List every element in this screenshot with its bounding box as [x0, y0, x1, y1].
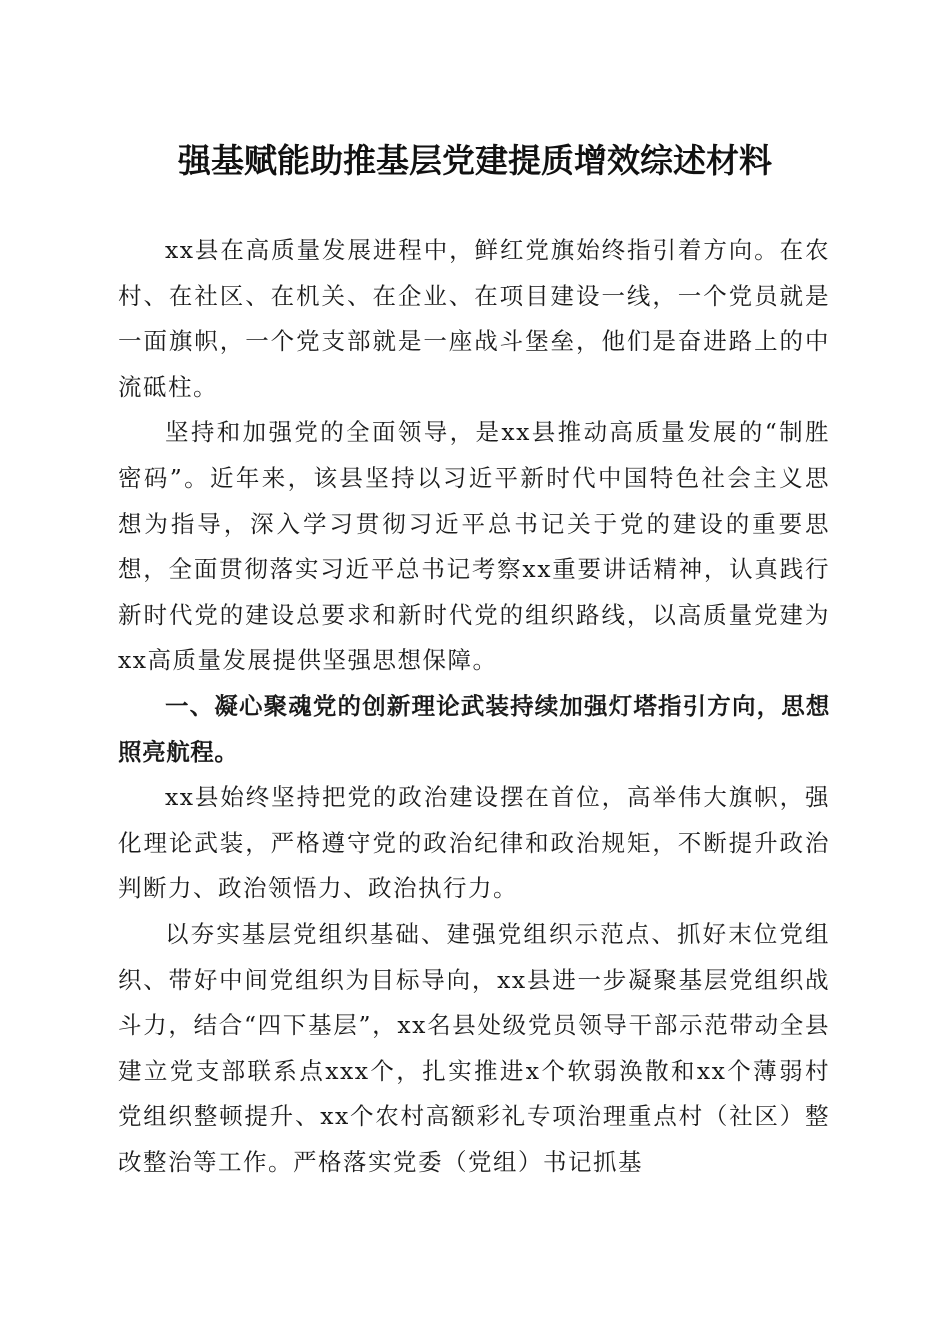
section-heading-1: 一、凝心聚魂党的创新理论武装持续加强灯塔指引方向，思想照亮航程。 [118, 691, 830, 766]
paragraph-leadership: 坚持和加强党的全面领导，是xx县推动高质量发展的“制胜密码”。近年来，该县坚持以习近平新时代中国特色社会主义思想为指导，深入学习贯彻习近平总书记关于党的建设的重要思想，全面贯彻落实习近平总书记考察xx重要讲话精神，认真践行新时代党的建设总要求和新时代党的组织路线，以高质量党建为xx高质量发展提供坚强思想保障。 [118, 418, 830, 675]
document-body [118, 228, 830, 1185]
paragraph-political-building: xx县始终坚持把党的政治建设摆在首位，高举伟大旗帜，强化理论武装，严格遵守党的政治纪律和政治规矩，不断提升政治判断力、政治领悟力、政治执行力。 [118, 783, 830, 903]
paragraph-intro: xx县在高质量发展进程中，鲜红党旗始终指引着方向。在农村、在社区、在机关、在企业、在项目建设一线，一个党员就是一面旗帜，一个党支部就是一座战斗堡垒，他们是奋进路上的中流砥柱。 [118, 236, 830, 401]
document-title: 强基赋能助推基层党建提质增效综述材料 [178, 141, 772, 180]
paragraph-grassroots-organization: 以夯实基层党组织基础、建强党组织示范点、抓好末位党组织、带好中间党组织为目标导向，xx县进一步凝聚基层党组织战斗力，结合“四下基层”，xx名县处级党员领导干部示范带动全县建立党支部联系点xxx个，扎实推进x个软弱涣散和xx个薄弱村党组织整顿提升、xx个农村高额彩礼专项治理重点村（社区）整改整治等工作。严格落实党委（党组）书记抓基 [118, 919, 830, 1176]
